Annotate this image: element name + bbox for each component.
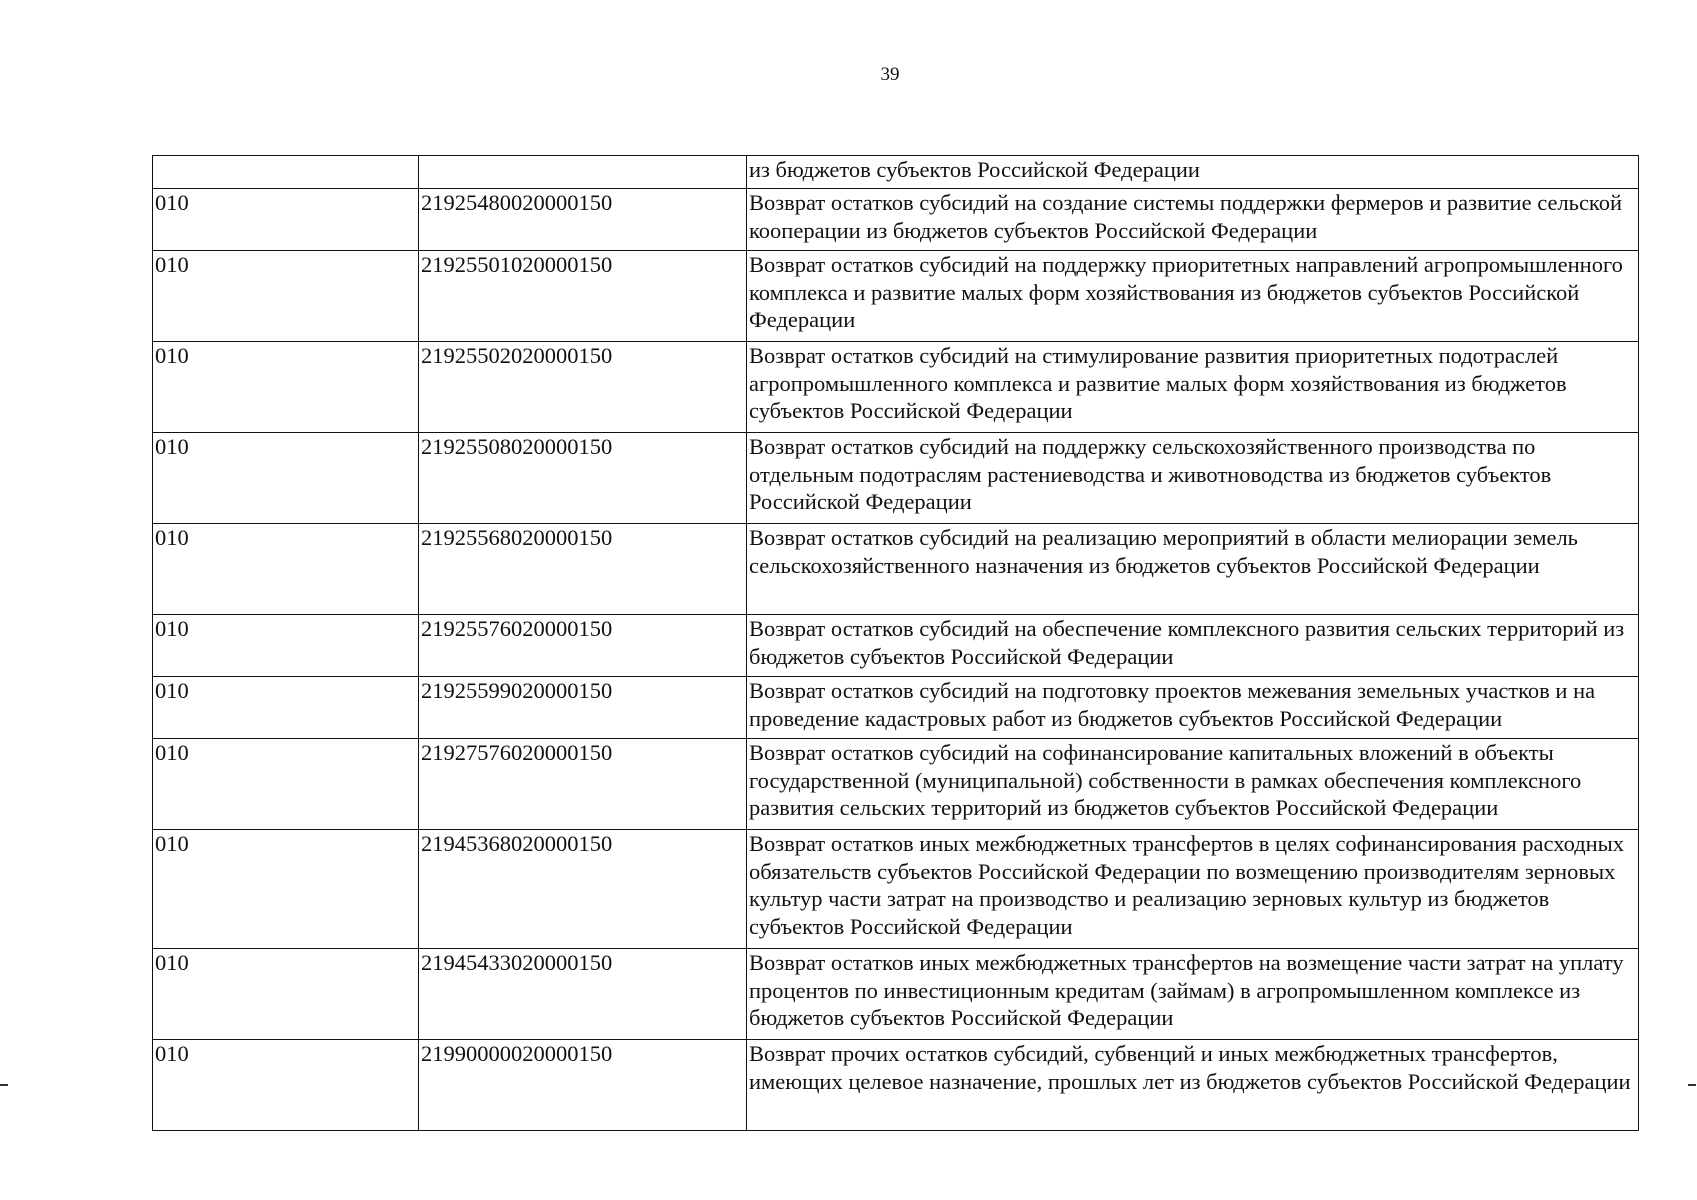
table-row bbox=[153, 739, 1639, 830]
description-cell: Возврат остатков субсидий на реализацию мероприятий в области мелиорации земель сельскохозяйственного назначения из бюджетов субъектов Российской Федерации bbox=[747, 524, 1639, 615]
table-row bbox=[153, 524, 1639, 615]
description-cell: Возврат остатков субсидий на софинансирование капитальных вложений в объекты государственной (муниципальной) собственности в рамках обеспечения комплексного развития сельских территорий из бюджетов субъектов Российской Федерации bbox=[747, 739, 1639, 830]
description-cell: Возврат остатков субсидий на поддержку приоритетных направлений агропромышленного комплекса и развитие малых форм хозяйствования из бюджетов субъектов Российской Федерации bbox=[747, 251, 1639, 342]
admin-code-cell: 010 bbox=[153, 342, 419, 433]
budget-codes-table bbox=[152, 155, 1639, 1131]
table-row bbox=[153, 615, 1639, 677]
admin-code-cell: 010 bbox=[153, 830, 419, 949]
admin-code-cell: 010 bbox=[153, 739, 419, 830]
left-edge-dash bbox=[0, 1084, 8, 1086]
description-cell: Возврат остатков иных межбюджетных трансфертов на возмещение части затрат на уплату процентов по инвестиционным кредитам (займам) в агропромышленном комплексе из бюджетов субъектов Российской Федерации bbox=[747, 949, 1639, 1040]
table-row bbox=[153, 156, 1639, 189]
description-cell: Возврат остатков субсидий на создание системы поддержки фермеров и развитие сельской кооперации из бюджетов субъектов Российской Федерации bbox=[747, 189, 1639, 251]
admin-code-cell: 010 bbox=[153, 949, 419, 1040]
kbk-code-cell: 21925502020000150 bbox=[419, 342, 747, 433]
kbk-code-cell: 21925568020000150 bbox=[419, 524, 747, 615]
admin-code-cell: 010 bbox=[153, 524, 419, 615]
description-cell: из бюджетов субъектов Российской Федерации bbox=[747, 156, 1639, 189]
kbk-code-cell bbox=[419, 156, 747, 189]
table-row bbox=[153, 949, 1639, 1040]
kbk-code-cell: 21927576020000150 bbox=[419, 739, 747, 830]
kbk-code-cell: 21925576020000150 bbox=[419, 615, 747, 677]
admin-code-cell: 010 bbox=[153, 251, 419, 342]
kbk-code-cell: 21945368020000150 bbox=[419, 830, 747, 949]
kbk-code-cell: 21945433020000150 bbox=[419, 949, 747, 1040]
table-row bbox=[153, 1040, 1639, 1131]
table-row bbox=[153, 342, 1639, 433]
description-cell: Возврат остатков иных межбюджетных трансфертов в целях софинансирования расходных обязательств субъектов Российской Федерации по возмещению производителям зерновых культур части затрат на производство и реализацию зерновых культур из бюджетов субъектов Российской Федерации bbox=[747, 830, 1639, 949]
table-row bbox=[153, 189, 1639, 251]
kbk-code-cell: 21925480020000150 bbox=[419, 189, 747, 251]
right-edge-dash bbox=[1688, 1084, 1696, 1086]
page-number: 39 bbox=[880, 64, 900, 85]
table-row bbox=[153, 251, 1639, 342]
description-cell: Возврат прочих остатков субсидий, субвенций и иных межбюджетных трансфертов, имеющих целевое назначение, прошлых лет из бюджетов субъектов Российской Федерации bbox=[747, 1040, 1639, 1131]
kbk-code-cell: 21925501020000150 bbox=[419, 251, 747, 342]
admin-code-cell: 010 bbox=[153, 677, 419, 739]
admin-code-cell: 010 bbox=[153, 1040, 419, 1131]
description-cell: Возврат остатков субсидий на стимулирование развития приоритетных подотраслей агропромышленного комплекса и развитие малых форм хозяйствования из бюджетов субъектов Российской Федерации bbox=[747, 342, 1639, 433]
description-cell: Возврат остатков субсидий на поддержку сельскохозяйственного производства по отдельным подотраслям растениеводства и животноводства из бюджетов субъектов Российской Федерации bbox=[747, 433, 1639, 524]
kbk-code-cell: 21925508020000150 bbox=[419, 433, 747, 524]
kbk-code-cell: 21925599020000150 bbox=[419, 677, 747, 739]
table-row bbox=[153, 433, 1639, 524]
admin-code-cell: 010 bbox=[153, 189, 419, 251]
table-row bbox=[153, 677, 1639, 739]
admin-code-cell bbox=[153, 156, 419, 189]
admin-code-cell: 010 bbox=[153, 433, 419, 524]
description-cell: Возврат остатков субсидий на обеспечение комплексного развития сельских территорий из бюджетов субъектов Российской Федерации bbox=[747, 615, 1639, 677]
description-cell: Возврат остатков субсидий на подготовку проектов межевания земельных участков и на проведение кадастровых работ из бюджетов субъектов Российской Федерации bbox=[747, 677, 1639, 739]
admin-code-cell: 010 bbox=[153, 615, 419, 677]
kbk-code-cell: 21990000020000150 bbox=[419, 1040, 747, 1131]
table-row bbox=[153, 830, 1639, 949]
